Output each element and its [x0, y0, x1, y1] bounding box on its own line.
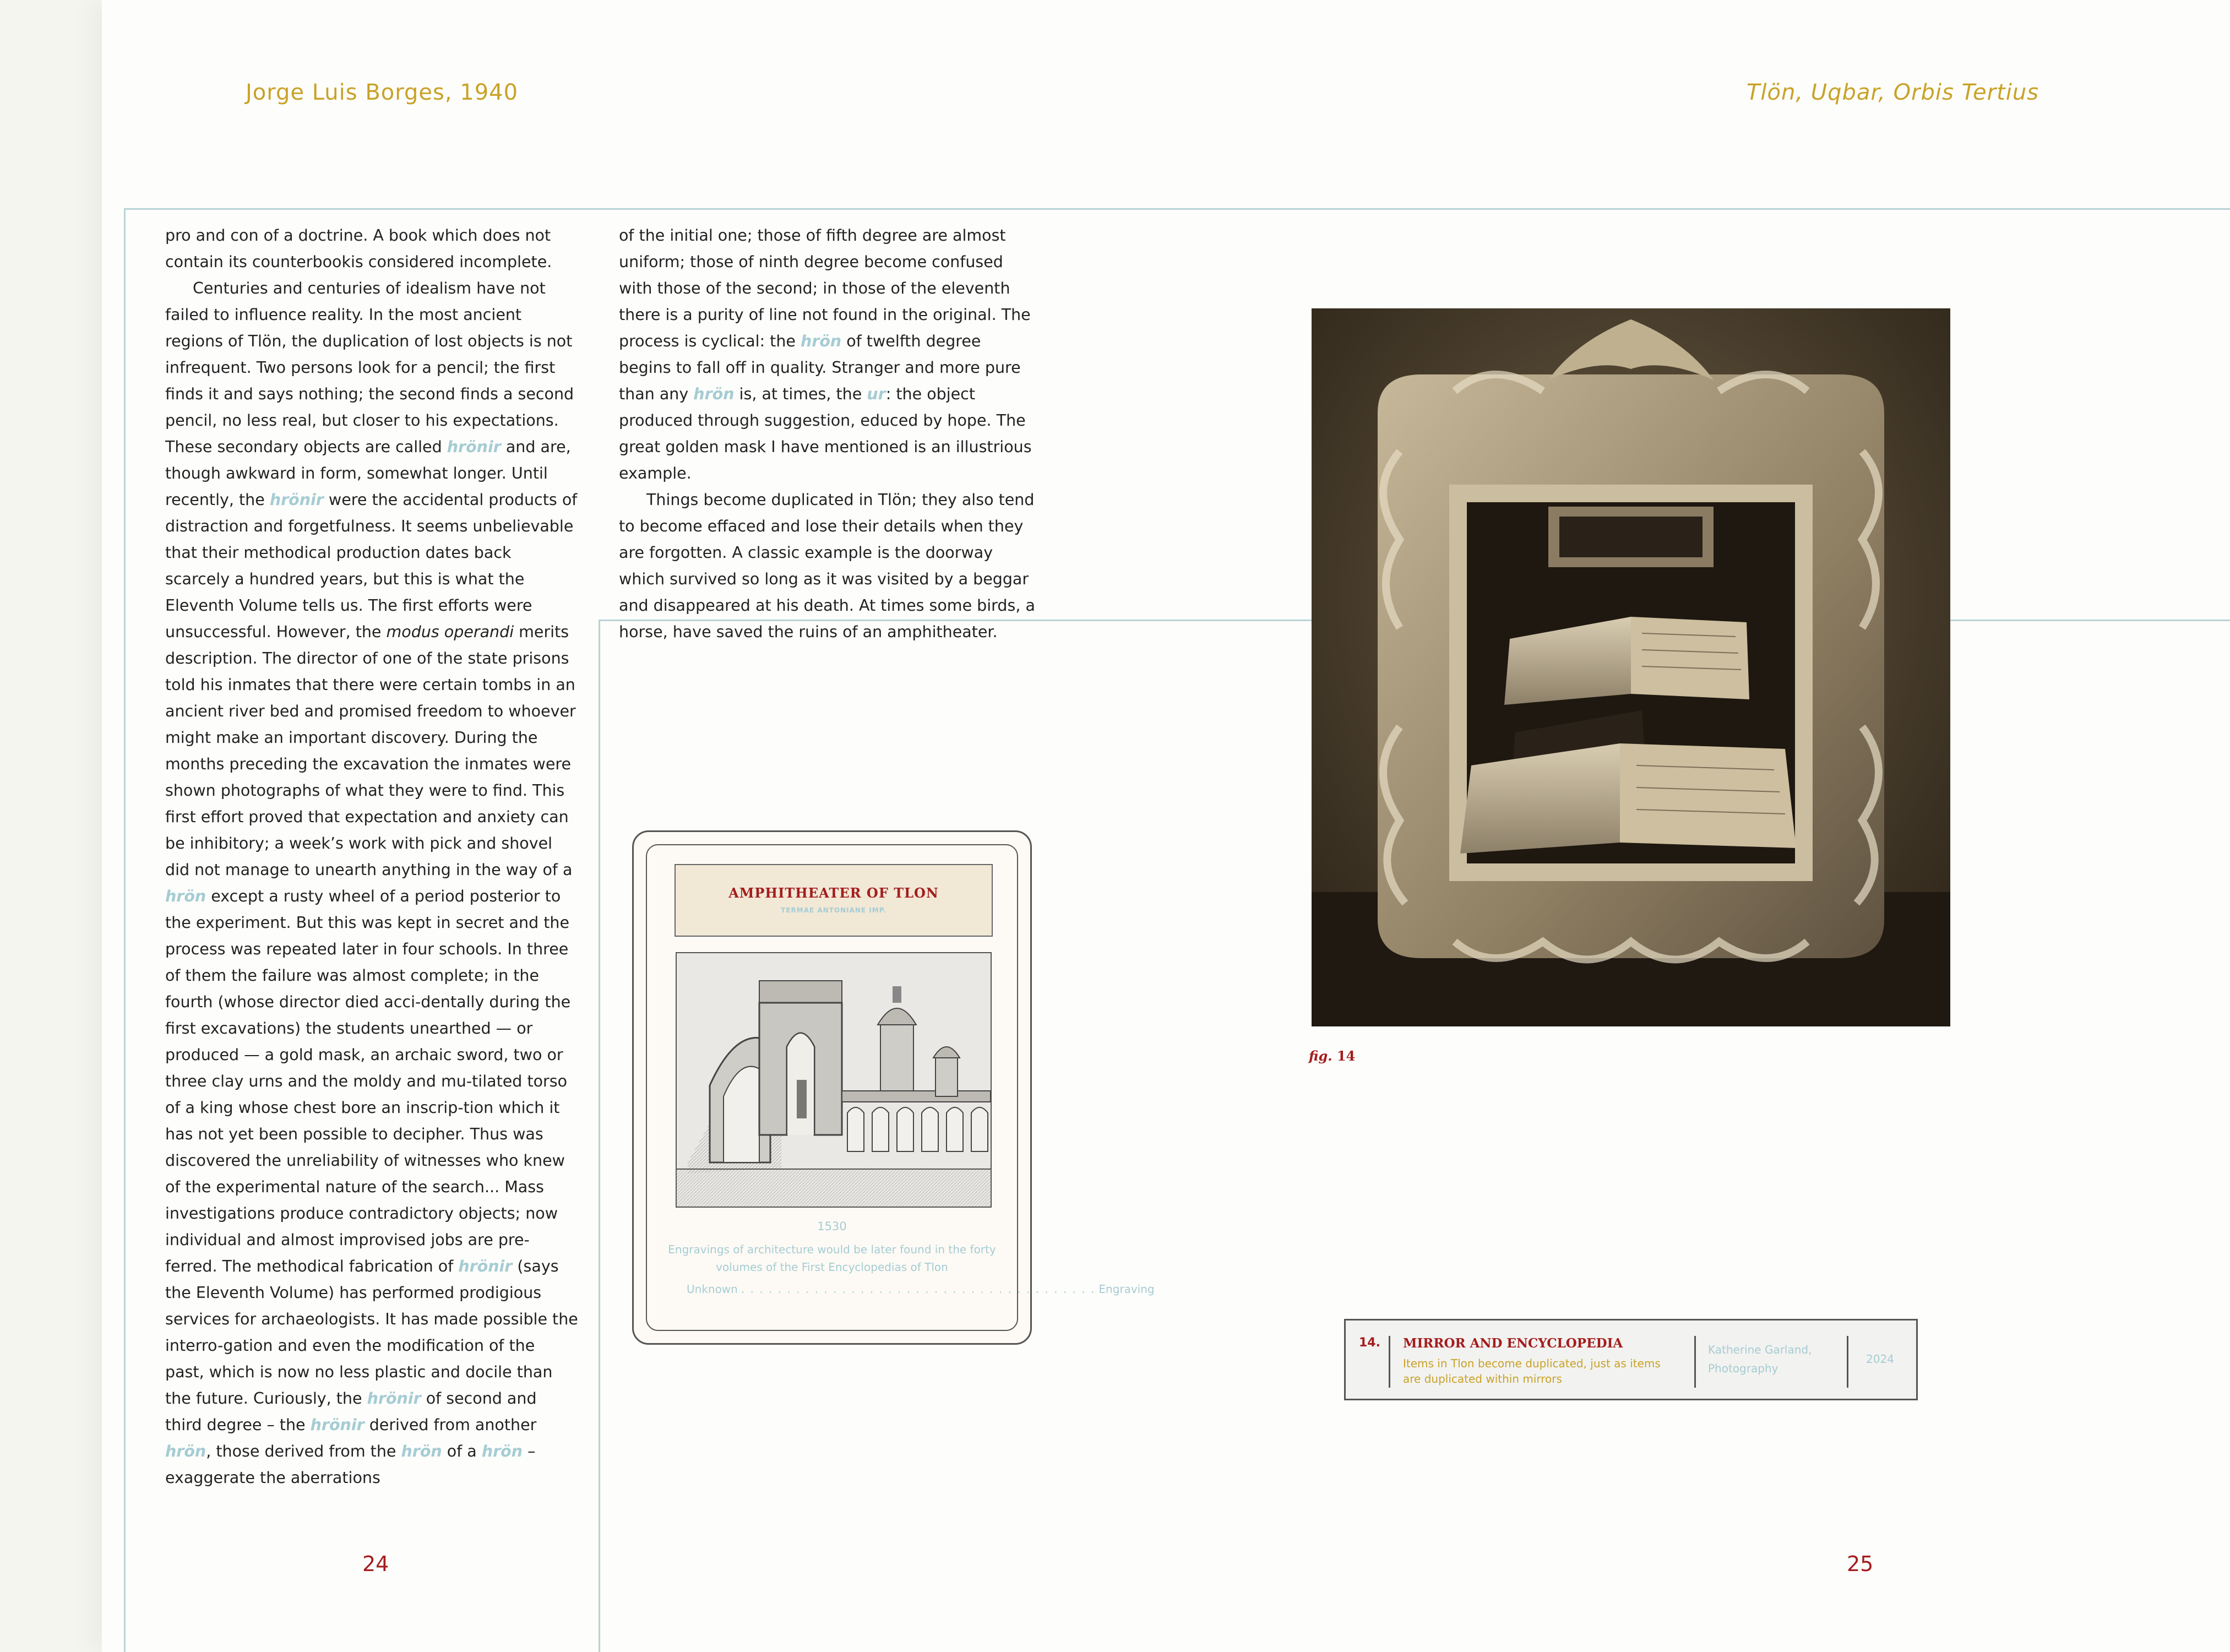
body-text: of the initial one; those of fifth degree are almost uniform; those of ninth degree become confused with those of the second; in those of the eleventh there is a purity of line not found in the original. The process is cyclical: the [619, 226, 1031, 350]
left-margin-rule [124, 208, 126, 1652]
plate-credit-medium: Engraving [1098, 1283, 1155, 1296]
running-header-title: Tlön, Uqbar, Orbis Tertius [1747, 80, 2039, 105]
page-number-right: 25 [1847, 1552, 1874, 1576]
body-text: of second and third degree – the [165, 1389, 537, 1434]
term-hronir: hrönir [310, 1416, 365, 1434]
plate-title-box [675, 864, 993, 937]
body-text: of a [442, 1442, 482, 1460]
plate-credit-author: Unknown [687, 1283, 738, 1296]
info-number: 14. [1359, 1336, 1380, 1350]
body-text: (says the Eleventh Volume) has performed prodigious services for archaeologists. It has made possible the interro-gation and even the modification of the past, which is now no less plastic and docile than the future. Curiously, the [165, 1257, 578, 1408]
term-hron: hrön [165, 1442, 206, 1460]
running-header-author: Jorge Luis Borges, 1940 [246, 80, 519, 105]
body-text: and are, though awkward in form, somewhat longer. Until recently, the [165, 438, 571, 509]
body-text: were the accidental products of distraction and forgetfulness. It seems unbelievable that their methodical production dates back scarcely a hundred years, but this is what the Eleventh Volume tells us. The first efforts were unsuccessful. However, the [165, 491, 578, 641]
figure-number: 14 [1336, 1048, 1356, 1064]
mirror-photo-illustration [1312, 308, 1950, 1026]
figure-prefix: fig. [1309, 1048, 1332, 1064]
info-description: Items in Tlon become duplicated, just as items are duplicated within mirrors [1403, 1357, 1661, 1385]
term-hron: hrön [801, 332, 842, 350]
body-text: pro and con of a doctrine. A book which does not contain its counterbookis considered incomplete. [165, 226, 552, 271]
plate-caption: Engravings of architecture would be later found in the forty volumes of the First Encyclopedias of Tlon [668, 1243, 996, 1274]
term-ur: ur [867, 385, 886, 403]
italic-phrase: modus operandi [386, 623, 514, 641]
plate-credit [687, 1283, 1155, 1296]
info-divider [1694, 1336, 1696, 1388]
mirror-encyclopedia-photo [1312, 308, 1950, 1026]
top-rule [124, 208, 2230, 210]
body-text: merits description. The director of one of the state prisons told his inmates that there were certain tombs in an ancient river bed and promised freedom to whoever might make an important discovery. During the months preceding the excavation the inmates were shown photographs of what they were to find. This first effort proved that expectation and anxiety can be inhibitory; a week’s work with pick and shovel did not manage to unearth anything in the way of a [165, 623, 576, 879]
info-author: Katherine Garland, Photography [1708, 1343, 1812, 1375]
paragraph [619, 222, 1037, 487]
term-hronir: hrönir [367, 1389, 421, 1408]
term-hron: hrön [165, 887, 206, 905]
figure-info-box [1344, 1319, 1918, 1400]
body-text: is, at times, the [734, 385, 867, 403]
info-year: 2024 [1866, 1352, 1894, 1366]
plate-subtitle: TERMAE ANTONIANE IMP. [781, 906, 886, 914]
paragraph [165, 275, 578, 1491]
term-hronir: hrönir [458, 1257, 513, 1275]
text-column-left [165, 222, 578, 1491]
info-title: MIRROR AND ENCYCLOPEDIA [1403, 1336, 1623, 1351]
plate-year: 1530 [817, 1220, 847, 1233]
body-text: of twelfth degree begins to fall off in quality. Stranger and more pure than any [619, 332, 1021, 403]
body-text: : the object produced through suggestion, educed by hope. The great golden mask I have mentioned is an illustrious example. [619, 385, 1032, 482]
plate-credit-leader: . . . . . . . . . . . . . . . . . . . . . . . . . . . . . . . . . . . . . . . [741, 1283, 1096, 1296]
body-text: , those derived from the [206, 1442, 401, 1460]
term-hronir: hrönir [269, 491, 324, 509]
body-text: – exaggerate the aberrations [165, 1442, 536, 1487]
body-text: except a rusty wheel of a period posterior to the experiment. But this was kept in secret and the process was repeated later in four schools. In three of them the failure was almost complete; in the fourth (whose director died acci-dentally during the first excavations) the students unearthed — or produced — a gold mask, an archaic sword, two or three clay urns and the moldy and mu-tilated torso of a king whose chest bore an inscrip-tion which it has not yet been possible to decipher. Thus was discovered the unreliability of witnesses who knew of the experimental nature of the search... Mass investigations produce contradictory objects; now individual and almost improvised jobs are pre-ferred. The methodical fabrication of [165, 887, 571, 1275]
engraving-illustration [677, 953, 991, 1207]
info-divider [1847, 1336, 1848, 1388]
page-number-left: 24 [362, 1552, 389, 1576]
term-hronir: hrönir [447, 438, 501, 456]
plate-title: AMPHITHEATER OF TLON [728, 885, 939, 901]
amphitheater-plate-card [632, 830, 1155, 1345]
body-text: Centuries and centuries of idealism have not failed to influence reality. In the most ancient regions of Tlön, the duplication of lost objects is not infrequent. Two persons look for a pencil; the first finds it and says nothing; the second finds a second pencil, no less real, but closer to his expectations. These secondary objects are called [165, 279, 574, 456]
term-hron: hrön [481, 1442, 523, 1460]
gutter-rule [599, 620, 600, 1652]
paragraph [165, 222, 578, 275]
text-column-right [619, 222, 1037, 645]
amphitheater-engraving-image [676, 952, 992, 1208]
figure-label [1309, 1048, 1355, 1064]
info-divider [1389, 1336, 1390, 1388]
term-hron: hrön [693, 385, 735, 403]
paragraph [619, 487, 1037, 645]
body-text: Things become duplicated in Tlön; they also tend to become effaced and lose their details when they are forgotten. A classic example is the doorway which survived so long as it was visited by a beggar and disappeared at his death. At times some birds, a horse, have saved the ruins of an amphitheater. [619, 491, 1035, 641]
term-hron: hrön [401, 1442, 442, 1460]
body-text: derived from another [364, 1416, 537, 1434]
